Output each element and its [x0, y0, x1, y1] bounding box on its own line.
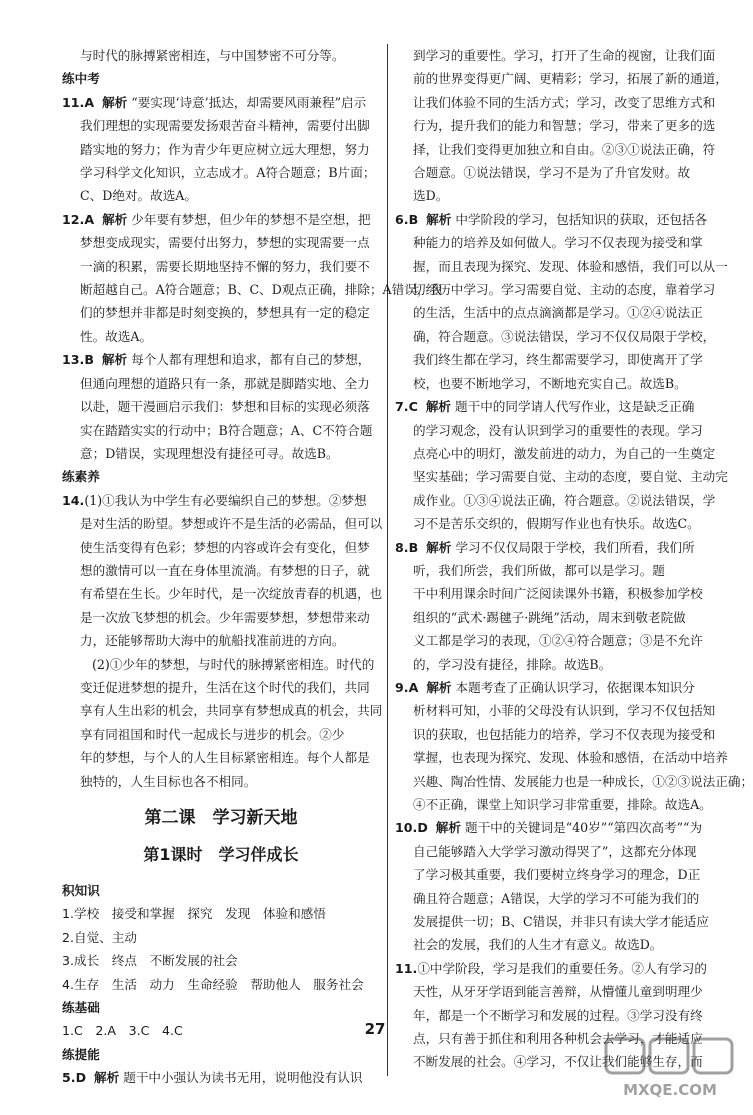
answer-5: 5.D 解析 题干中小强认为读书无用，说明他没有认识: [62, 1070, 363, 1086]
section-heading-knowledge: 积知识: [62, 883, 100, 898]
answer-9: 9.A 解析 本题考查了正确认识学习，依据课本知识分 析材料可知，小菲的父母没有认识到，学习不仅包括知 识的获取，也包括能力的培养，学习不仅表现为接受和 掌握，也表现为探究、发现、体验和感悟，在活动中培养 兴趣、陶冶性情、发展能力也是一种成长，①②③说法正确； ④不正确，课堂上知识学习非常重要，排除。故选A。: [395, 679, 753, 812]
section-heading-exam: 练中考: [62, 71, 100, 87]
answer-8: 8.B 解析 学习不仅仅局限于学校，我们所看，我们所 听，我们所尝，我们所做，都可以是学习。题 干中利用课余时间广泛阅读课外书籍，积极参加学校 组织的“武术·踢毽子·跳绳”活动，周末到敬老院做 义工都是学习的表现，①②④符合题意；③是不允许 的，学习没有捷径，排除。故选B。: [395, 539, 703, 672]
section-heading-literacy: 练素养: [62, 469, 100, 485]
answer-11-ability: 11.①中学阶段，学习是我们的重要任务。②人有学习的 天性，从牙牙学语到能言善辩，从懵懂儿童到明理少 年，都是一个不断学习和发展的过程。③学习没有终 点，只有善于抓住和利用各种机会去学习，才能适应 不断发展的社会。④学习，不仅让我们能够生存，而: [395, 960, 707, 1070]
knowledge-item-3: 3.成长 终点 不断发展的社会: [62, 953, 238, 969]
answer-5-continued: 到学习的重要性。学习，打开了生命的视窗，让我们面 前的世界变得更广阔、更精彩；学习，拓展了新的通道， 让我们体验不同的生活方式；学习，改变了思维方式和 行为，提升我们的能力和智慧；学习，带来了更多的选 择，让我们变得更加独立和自由。②③①说法正确，符 合题意。①说法错误，学习不是为了升官发财。故 选D。: [413, 48, 728, 204]
question-number: 11.: [62, 94, 85, 110]
lesson-title: 第二课 学习新天地: [144, 808, 298, 828]
page-number: 27: [364, 1020, 386, 1038]
answer-13: 13.B 解析 每个人都有理想和追求，都有自己的梦想， 但通向理想的道路只有一条，那就是脚踏实地、全力 以赴，题干漫画启示我们：梦想和目标的实现必须落 实在踏踏实实的行动中；B符合题意；A、C不符合题 意；D错误，实现理想没有捷径可寻。故选B。: [62, 352, 373, 461]
knowledge-item-1: 1.学校 接受和掌握 探究 发现 体验和感悟: [62, 906, 326, 922]
intro-line: 与时代的脉搏紧密相连，与中国梦密不可分等。: [80, 48, 345, 63]
knowledge-item-4: 4.生存 生活 动力 生命经验 帮助他人 服务社会: [62, 976, 364, 992]
analysis-label: 解析: [102, 94, 128, 110]
answer-6: 6.B 解析 中学阶段的学习，包括知识的获取，还包括各 种能力的培养及如何做人。学习不仅表现为接受和掌 握，而且表现为探究、发现、体验和感悟，我们可以从一 切经历中学习。学习需要自觉、主动的态度，靠着学习 的生活，生活中的点点滴滴都是学习。①②④说法正 确，符合题意。③说法错误，学习不仅仅局限于学校， 我们终生都在学习，终生都需要学习，即使离开了学 校，也要不断地学习，不断地充实自己。故选B。: [395, 211, 728, 391]
answer-11: 11.A 解析 “要实现‘诗意’抵达，却需要风雨兼程”启示 我们理想的实现需要发扬艰苦奋斗精神，需要付出脚 踏实地的努力；作为青少年更应树立远大理想，努力 学习科学文化知识，立志成才。A符合题意；B片面； C、D绝对。故选A。: [62, 94, 376, 204]
answer-10: 10.D 解析 题干中的关键词是“40岁”“第四次高考”“为 自己能够踏入大学学习激动得哭了”，这都充分体现 了学习极其重要，我们要树立终身学习的理念，D正 确且符合题意；A错误，大学的学习不可能为我们的 发展提供一切；B、C错误，并非只有读大学才能适应 社会的发展，我们的人生才有意义。故选D。: [395, 820, 709, 953]
section-heading-basics: 练基础: [62, 1000, 100, 1016]
knowledge-item-2: 2.自觉、主动: [62, 929, 137, 945]
left-column: [62, 44, 443, 1090]
period-title: 第1课时 学习伴成长: [143, 845, 299, 864]
answer-choice: A: [84, 94, 95, 110]
svg-text:MXQE.COM: MXQE.COM: [623, 1081, 717, 1099]
answer-12: 12.A 解析 少年要有梦想，但少年的梦想不是空想，把 梦想变成现实，需要付出努力，梦想的实现需要一点 一滴的积累，需要长期地坚持不懈的努力，我们要不 断超越自己。A符合题意；B、C、D观点正确，排除；A错误，我 们的梦想并非都是时刻变换的，梦想具有一定的稳定 性。故选A。: [62, 211, 443, 344]
right-column: [395, 44, 753, 1074]
watermark-logo: [604, 1033, 736, 1101]
answer-14: 14.(1)①我认为中学生有必要编织自己的梦想。②梦想 是对生活的盼望。梦想或许不是生活的必需品，但可以 使生活变得有色彩；梦想的内容或许会有变化，但梦 想的激情可以一直在身体里流淌。有梦想的日子，就 有希望在生长。少年时代，是一次绽放青春的机遇，也 是一次放飞梦想的机会。少年需要梦想，梦想带来动 力，还能够帮助大海中的航船找准前进的方向。 (2)①少年的梦想，与时代的脉搏紧密相连。时代的 变迁促进梦想的提升，生活在这个时代的我们，共同 享有人生出彩的机会，共同享有梦想成真的机会，共同 享有同祖国和时代一起成长与进步的机会。②少 年的梦想，与个人的人生目标紧密相连。每个人都是 独特的，人生目标也各不相同。: [62, 492, 383, 789]
answer-7: 7.C 解析 题干中的同学请人代写作业，这是缺乏正确 的学习观念，没有认识到学习的重要性的表现。学习 点亮心中的明灯，激发前进的动力，为自己的一生奠定 坚实基础；学习需要自觉、主动的态度，要自觉、主动完 成作业。①③④说法正确，符合题意。②说法错误，学 习不是苦乐交织的，假期写作业也有快乐。故选C。: [395, 399, 728, 532]
column-divider: [387, 44, 388, 1076]
basic-answers: 1.C 2.A 3.C 4.C: [62, 1023, 183, 1039]
section-heading-ability: 练提能: [62, 1046, 100, 1062]
